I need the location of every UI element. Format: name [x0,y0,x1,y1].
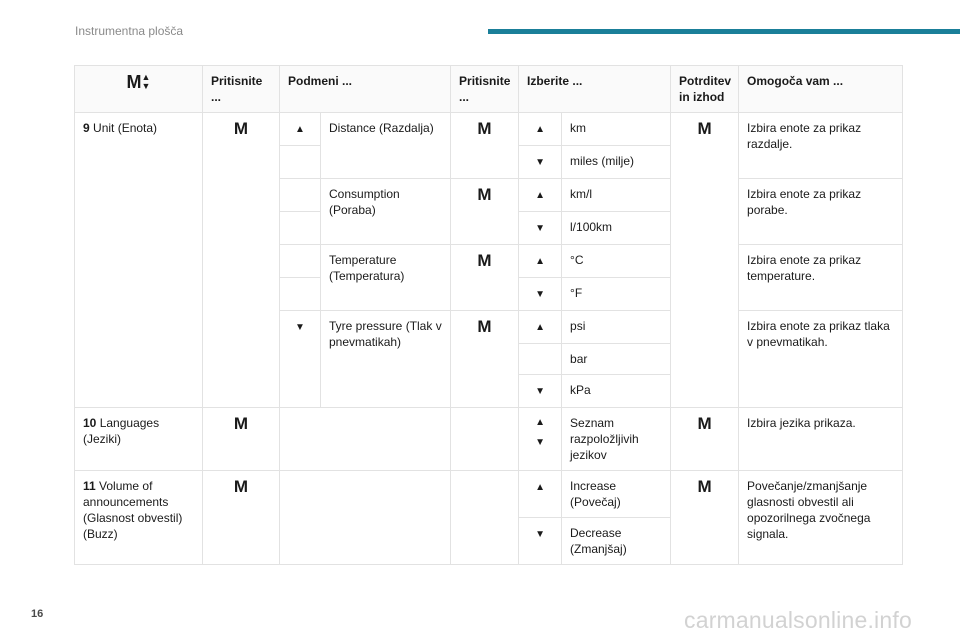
up-arrow-icon: ▲ [280,113,321,146]
option-km: km [562,113,671,146]
empty-cell [280,408,451,471]
header-submenu: Podmeni ... [280,66,451,113]
m-icon: M [451,113,519,179]
down-arrow-icon: ▼ [519,518,562,565]
table-row [75,408,903,471]
submenu-tyre-pressure: Tyre pressure (Tlak v pnevmatikah) [321,311,451,408]
header-press-2: Pritisnite ... [451,66,519,113]
empty-cell [280,278,321,311]
desc-languages: Izbira jezika prikaza. [739,408,903,471]
m-icon: M [671,471,739,565]
m-icon: M [451,179,519,245]
up-arrow-icon: ▲ [519,311,562,344]
setting-volume: 11 Volume of announcements (Glasnost obvestil) (Buzz) [75,471,203,565]
m-icon: M [203,471,280,565]
m-icon: M [203,113,280,408]
option-psi: psi [562,311,671,344]
down-arrow-icon: ▼ [519,212,562,245]
empty-cell [280,471,451,565]
desc-tyre-pressure: Izbira enote za prikaz tlaka v pnevmatikah. [739,311,903,408]
m-icon: M [671,113,739,408]
m-icon: M [451,245,519,311]
option-bar: bar [562,344,671,375]
desc-volume: Povečanje/zmanjšanje glasnosti obvestil ali opozorilnega zvočnega signala. [739,471,903,565]
empty-cell [280,146,321,179]
m-icon: M [203,408,280,471]
option-miles: miles (milje) [562,146,671,179]
header-press-1: Pritisnite ... [203,66,280,113]
table-row [75,113,903,146]
table-row [75,471,903,518]
submenu-temperature: Temperature (Temperatura) [321,245,451,311]
m-icon: M [451,311,519,408]
up-down-arrows-icon: ▲ ▼ [519,408,562,471]
option-language-list: Seznam razpoložljivih jezikov [562,408,671,471]
submenu-consumption: Consumption (Poraba) [321,179,451,245]
empty-cell [451,471,519,565]
down-arrow-icon: ▼ [519,278,562,311]
header-icon-cell [75,66,203,113]
m-icon: M [671,408,739,471]
down-arrow-icon: ▼ [519,375,562,408]
option-celsius: °C [562,245,671,278]
up-arrow-icon: ▲ [519,245,562,278]
empty-cell [451,408,519,471]
empty-cell [280,212,321,245]
empty-cell [280,179,321,212]
empty-cell [519,344,562,375]
submenu-distance: Distance (Razdalja) [321,113,451,179]
header-accent-bar [488,29,960,34]
option-decrease: Decrease (Zmanjšaj) [562,518,671,565]
up-arrow-icon: ▲ [519,471,562,518]
desc-temperature: Izbira enote za prikaz temperature. [739,245,903,311]
setting-unit: 9 Unit (Enota) [75,113,203,408]
header-select: Izberite ... [519,66,671,113]
down-arrow-icon: ▼ [280,311,321,408]
header-allows: Omogoča vam ... [739,66,903,113]
option-fahrenheit: °F [562,278,671,311]
option-km-l: km/l [562,179,671,212]
option-l-100km: l/100km [562,212,671,245]
table-header-row [75,66,903,113]
down-arrow-icon: ▼ [519,146,562,179]
header-confirm: Potrditev in izhod [671,66,739,113]
page-number: 16 [31,608,44,620]
option-increase: Increase (Povečaj) [562,471,671,518]
watermark-text: carmanualsonline.info [684,607,912,633]
settings-table [74,65,903,565]
option-kpa: kPa [562,375,671,408]
up-arrow-icon: ▲ [519,113,562,146]
empty-cell [280,245,321,278]
m-updown-icon: M ▲ ▼ [126,72,151,92]
desc-consumption: Izbira enote za prikaz porabe. [739,179,903,245]
up-arrow-icon: ▲ [519,179,562,212]
desc-distance: Izbira enote za prikaz razdalje. [739,113,903,179]
setting-languages: 10 Languages (Jeziki) [75,408,203,471]
page-header-title: Instrumentna plošča [75,24,184,38]
